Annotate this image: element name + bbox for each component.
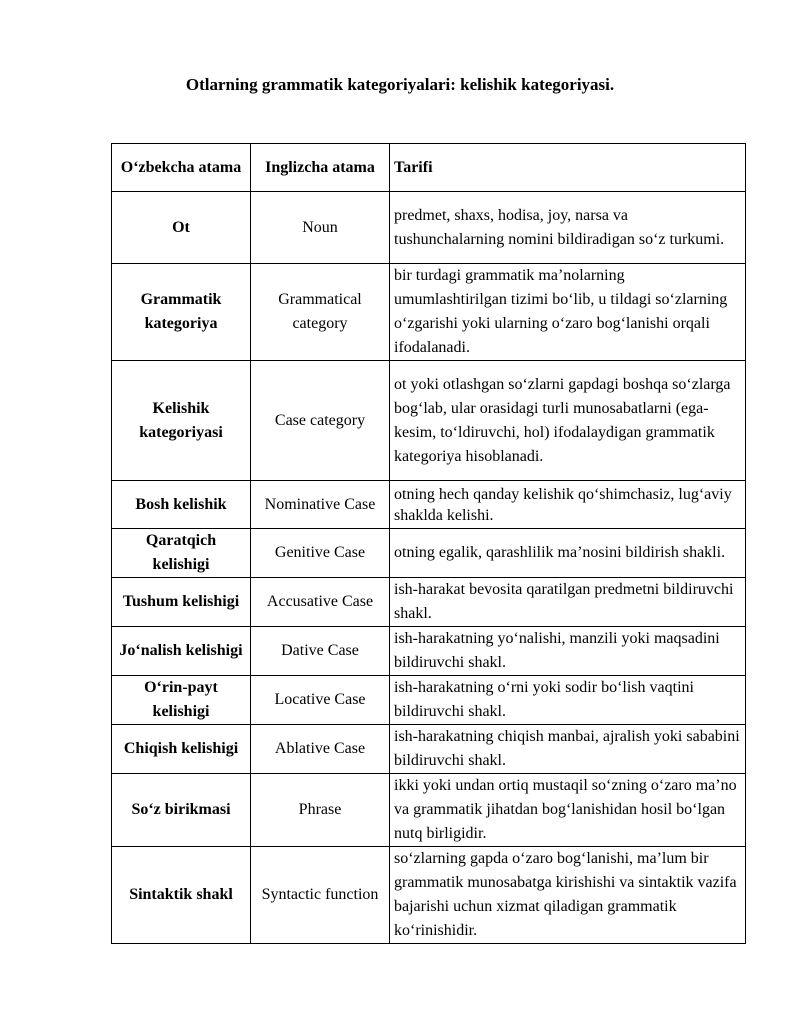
glossary-table xyxy=(111,143,746,944)
table-row xyxy=(112,627,746,676)
table-row xyxy=(112,578,746,627)
table-row xyxy=(112,192,746,264)
uzbek-term: Jo‘nalish kelishigi xyxy=(112,627,251,676)
definition: otning hech qanday kelishik qo‘shimchasiz, lug‘aviy shaklda kelishi. xyxy=(390,481,746,529)
definition: bir turdagi grammatik ma’nolarning umumlashtirilgan tizimi bo‘lib, u tildagi so‘zlarning o‘zgarishi yoki ularning o‘zaro bog‘lanishi orqali ifodalanadi. xyxy=(390,264,746,361)
table-row xyxy=(112,676,746,725)
english-term: Nominative Case xyxy=(251,481,390,529)
uzbek-term: Tushum kelishigi xyxy=(112,578,251,627)
table-row xyxy=(112,774,746,847)
table-row xyxy=(112,264,746,361)
definition: ish-harakatning yo‘nalishi, manzili yoki maqsadini bildiruvchi shakl. xyxy=(390,627,746,676)
uzbek-term: Chiqish kelishigi xyxy=(112,725,251,774)
header-definition: Tarifi xyxy=(390,144,746,192)
uzbek-term: Sintaktik shakl xyxy=(112,847,251,944)
definition: so‘zlarning gapda o‘zaro bog‘lanishi, ma’lum bir grammatik munosabatga kirishishi va sintaktik vazifa bajarishi uchun xizmat qiladigan grammatik ko‘rinishidir. xyxy=(390,847,746,944)
uzbek-term: Kelishik kategoriyasi xyxy=(112,361,251,481)
english-term: Genitive Case xyxy=(251,529,390,578)
definition: ish-harakatning chiqish manbai, ajralish yoki sababini bildiruvchi shakl. xyxy=(390,725,746,774)
english-term: Syntactic function xyxy=(251,847,390,944)
definition: ikki yoki undan ortiq mustaqil so‘zning o‘zaro ma’no va grammatik jihatdan bog‘lanishidan hosil bo‘lgan nutq birligidir. xyxy=(390,774,746,847)
uzbek-term: Qaratqich kelishigi xyxy=(112,529,251,578)
english-term: Dative Case xyxy=(251,627,390,676)
table-row xyxy=(112,361,746,481)
english-term: Ablative Case xyxy=(251,725,390,774)
uzbek-term: Grammatik kategoriya xyxy=(112,264,251,361)
uzbek-term: O‘rin-payt kelishigi xyxy=(112,676,251,725)
table-row xyxy=(112,847,746,944)
english-term: Grammatical category xyxy=(251,264,390,361)
definition: ish-harakatning o‘rni yoki sodir bo‘lish vaqtini bildiruvchi shakl. xyxy=(390,676,746,725)
table-row xyxy=(112,529,746,578)
uzbek-term: Ot xyxy=(112,192,251,264)
english-term: Noun xyxy=(251,192,390,264)
english-term: Locative Case xyxy=(251,676,390,725)
header-english-term: Inglizcha atama xyxy=(251,144,390,192)
uzbek-term: Bosh kelishik xyxy=(112,481,251,529)
definition: otning egalik, qarashlilik ma’nosini bildirish shakli. xyxy=(390,529,746,578)
english-term: Case category xyxy=(251,361,390,481)
definition: ish-harakat bevosita qaratilgan predmetni bildiruvchi shakl. xyxy=(390,578,746,627)
definition: ot yoki otlashgan so‘zlarni gapdagi boshqa so‘zlarga bog‘lab, ular orasidagi turli munosabatlarni (ega-kesim, to‘ldiruvchi, hol) ifodalaydigan grammatik kategoriya hisoblanadi. xyxy=(390,361,746,481)
header-uzbek-term: O‘zbekcha atama xyxy=(112,144,251,192)
page-title: Otlarning grammatik kategoriyalari: kelishik kategoriyasi. xyxy=(185,75,615,94)
table-header-row xyxy=(112,144,746,192)
definition: predmet, shaxs, hodisa, joy, narsa va tushunchalarning nomini bildiradigan so‘z turkumi. xyxy=(390,192,746,264)
table-row xyxy=(112,481,746,529)
english-term: Phrase xyxy=(251,774,390,847)
table-row xyxy=(112,725,746,774)
uzbek-term: So‘z birikmasi xyxy=(112,774,251,847)
english-term: Accusative Case xyxy=(251,578,390,627)
